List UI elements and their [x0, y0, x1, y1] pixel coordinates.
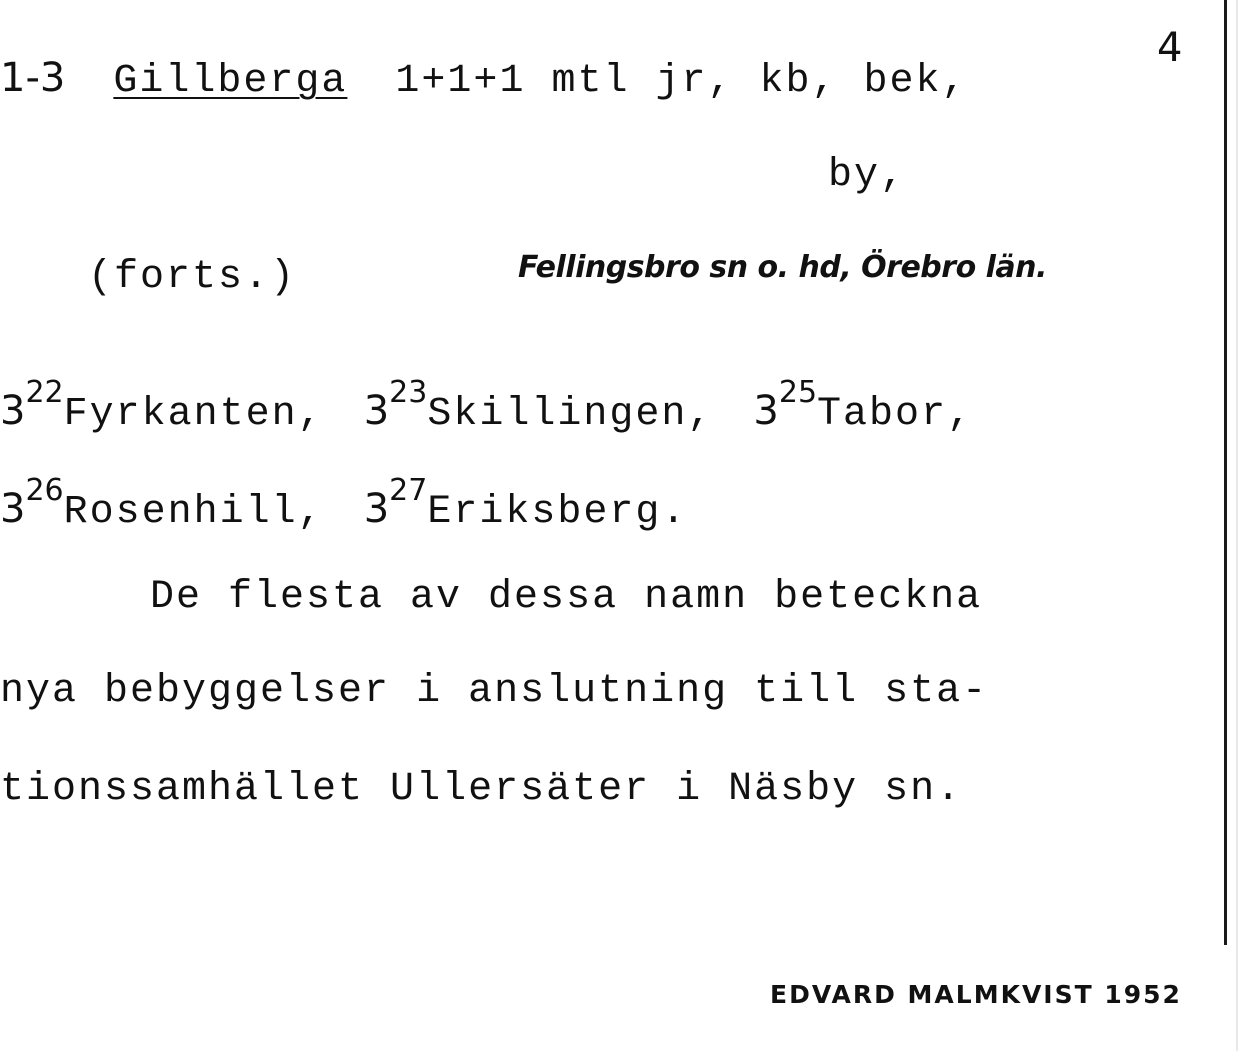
subplace-entry: $3^{25}Tabor$,: [753, 375, 974, 437]
header-place-name: Gillberga: [113, 59, 348, 104]
header-line: [0, 55, 968, 104]
header-details: 1+1+1 mtl jr, kb, bek,: [395, 59, 968, 104]
signature: EDVARD MALMKVIST 1952: [770, 980, 1182, 1009]
subplaces-line-2: [0, 473, 688, 535]
subplace-entry: $3^{26}Rosenhill$,: [0, 473, 324, 535]
parish-stamp: Fellingsbro sn o. hd, Örebro län.: [518, 250, 1047, 285]
subplace-entry: $3^{27}Eriksberg$.: [363, 473, 688, 535]
card-edge-line: [1224, 0, 1227, 945]
card-edge-shadow: [1236, 0, 1238, 1051]
body-line: tionssamhället Ullersäter i Näsby sn.: [0, 767, 963, 812]
continuation-label: (forts.): [88, 255, 297, 300]
body-line: De flesta av dessa namn beteckna: [150, 575, 983, 620]
header-numbering: 1-3: [0, 55, 66, 101]
body-line: nya bebyggelser i anslutning till sta-: [0, 669, 989, 714]
header-details-cont: by,: [828, 153, 907, 198]
subplaces-line-1: [0, 375, 974, 437]
subplace-entry: $3^{23}Skillingen$,: [363, 375, 714, 437]
page-number: 4: [1157, 25, 1183, 71]
subplace-entry: $3^{22}Fyrkanten$,: [0, 375, 324, 437]
